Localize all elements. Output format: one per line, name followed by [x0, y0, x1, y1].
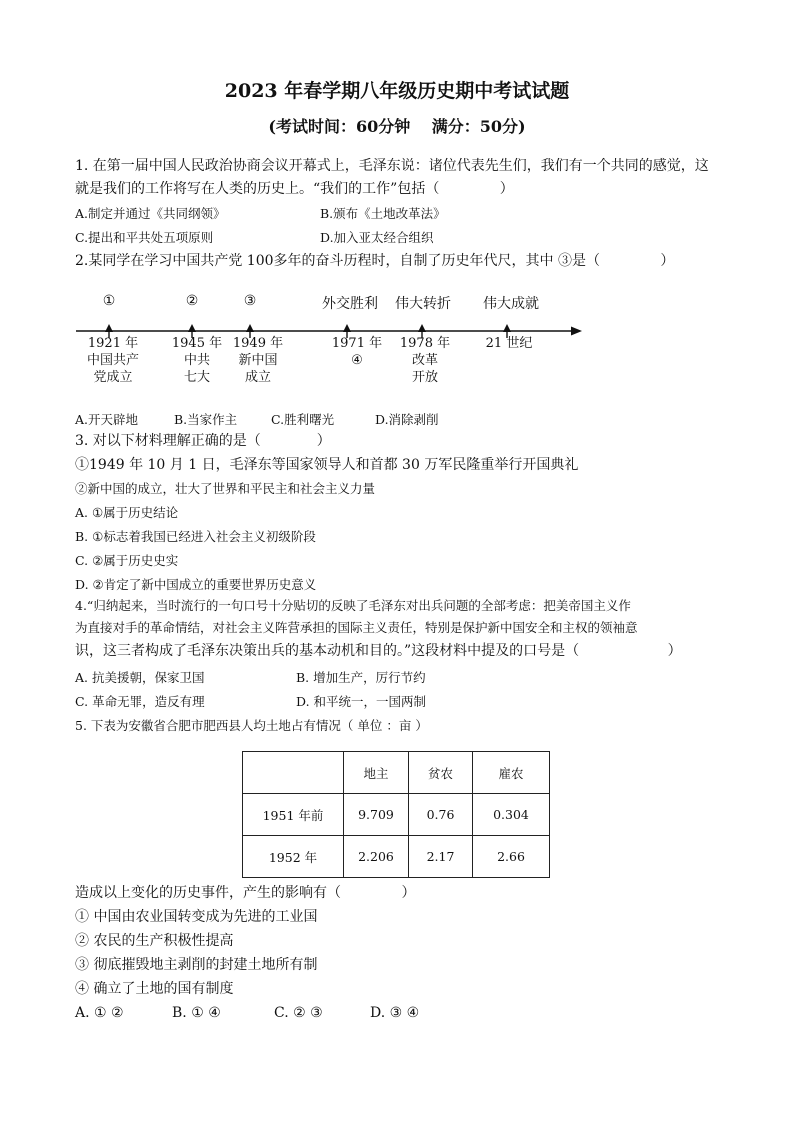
timeline-label-2: ②	[185, 293, 199, 309]
q3-stem: 3. 对以下材料理解正确的是（ ）	[75, 433, 331, 449]
q2-option-d: D.消除剥削	[375, 412, 439, 427]
q1-option-b: B.颁布《土地改革法》	[320, 206, 446, 221]
q4-option-a: A. 抗美援朝，保家卫国	[75, 670, 205, 685]
table-header-cell: 雇农	[473, 752, 550, 794]
q4-stem-line2: 为直接对手的革命情结，对社会主义阵营承担的国际主义责任，特别是保护新中国安全和主权的领袖意	[75, 620, 638, 635]
q1-option-a: A.制定并通过《共同纲领》	[75, 206, 226, 221]
table-header-cell	[243, 752, 344, 794]
q5-option-b: B. ① ④	[172, 1005, 221, 1021]
q5-option-d: D. ③ ④	[370, 1005, 420, 1021]
q2-option-b: B.当家作主	[174, 412, 238, 427]
land-ownership-table	[242, 751, 550, 878]
q5-item-3: ③ 彻底摧毁地主剥削的封建土地所有制	[75, 957, 318, 973]
q5-option-a: A. ① ②	[75, 1005, 124, 1021]
q4-stem-line3: 识，这三者构成了毛泽东决策出兵的基本动机和目的。”这段材料中提及的口号是（ ）	[75, 643, 682, 659]
timeline-event-1949: 1949 年 新中国 成立	[232, 336, 284, 385]
table-cell: 1952 年	[243, 836, 344, 878]
q5-item-4: ④ 确立了土地的国有制度	[75, 981, 234, 997]
table-cell: 9.709	[344, 794, 409, 836]
timeline-label-3: ③	[243, 293, 257, 309]
timeline-event-1971: 1971 年 ④	[331, 336, 383, 368]
table-cell: 2.206	[344, 836, 409, 878]
timeline-event-1921: 1921 年 中国共产 党成立	[86, 336, 140, 385]
q3-material-1: ①1949 年 10 月 1 日，毛泽东等国家领导人和首都 30 万军民隆重举行开国典礼	[75, 457, 579, 473]
q5-stem: 5. 下表为安徽省合肥市肥西县人均土地占有情况（ 单位 ：亩 ）	[75, 718, 428, 733]
table-cell: 2.17	[409, 836, 473, 878]
timeline-event-21st-century: 21 世纪	[485, 336, 533, 351]
q5-item-2: ② 农民的生产积极性提高	[75, 933, 234, 949]
q2-option-a: A.开天辟地	[75, 412, 139, 427]
table-header-cell: 贫农	[409, 752, 473, 794]
q1-option-c: C.提出和平共处五项原则	[75, 230, 214, 245]
q2-stem: 2.某同学在学习中国共产党 100多年的奋斗历程时，自制了历史年代尺，其中 ③是（ ）	[75, 253, 675, 269]
q3-option-d: D. ②肯定了新中国成立的重要世界历史意义	[75, 577, 317, 592]
q4-option-b: B. 增加生产，厉行节约	[296, 670, 426, 685]
table-cell: 2.66	[473, 836, 550, 878]
table-cell: 1951 年前	[243, 794, 344, 836]
q3-option-b: B. ①标志着我国已经进入社会主义初级阶段	[75, 529, 316, 544]
exam-info: (考试时间：60分钟 满分：50分)	[268, 117, 526, 136]
timeline-event-1945: 1945 年 中共 七大	[171, 336, 223, 385]
table-cell: 0.76	[409, 794, 473, 836]
q5-option-c: C. ② ③	[274, 1005, 323, 1021]
q4-option-d: D. 和平统一，一国两制	[296, 694, 427, 709]
table-row	[243, 794, 550, 836]
q3-material-2: ②新中国的成立，壮大了世界和平民主和社会主义力量	[75, 481, 376, 496]
q2-option-c: C.胜利曙光	[271, 412, 335, 427]
page-title: 2023 年春学期八年级历史期中考试试题	[224, 80, 570, 102]
q5-item-1: ① 中国由农业国转变成为先进的工业国	[75, 909, 318, 925]
table-header-row	[243, 752, 550, 794]
timeline-label-great-turn: 伟大转折	[395, 296, 451, 312]
timeline-event-1978: 1978 年 改革 开放	[399, 336, 451, 385]
table-row	[243, 836, 550, 878]
q4-option-c: C. 革命无罪，造反有理	[75, 694, 205, 709]
table-header-cell: 地主	[344, 752, 409, 794]
q1-option-d: D.加入亚太经合组织	[320, 230, 434, 245]
q5-question: 造成以上变化的历史事件，产生的影响有（ ）	[75, 885, 416, 901]
q3-option-c: C. ②属于历史史实	[75, 553, 179, 568]
q3-option-a: A. ①属于历史结论	[75, 505, 179, 520]
q1-stem-line2: 就是我们的工作将写在人类的历史上。“我们的工作”包括（ ）	[75, 181, 514, 197]
table-cell: 0.304	[473, 794, 550, 836]
q4-stem-line1: 4.“归纳起来，当时流行的一句口号十分贴切的反映了毛泽东对出兵问题的全部考虑：把美帝国主义作	[75, 598, 631, 613]
timeline-label-diplomatic-victory: 外交胜利	[322, 296, 378, 312]
q1-stem-line1: 1. 在第一届中国人民政治协商会议开幕式上，毛泽东说：诸位代表先生们，我们有一个共同的感觉，这	[75, 158, 709, 174]
timeline-label-great-achievement: 伟大成就	[483, 296, 539, 312]
timeline-label-1: ①	[102, 293, 116, 309]
